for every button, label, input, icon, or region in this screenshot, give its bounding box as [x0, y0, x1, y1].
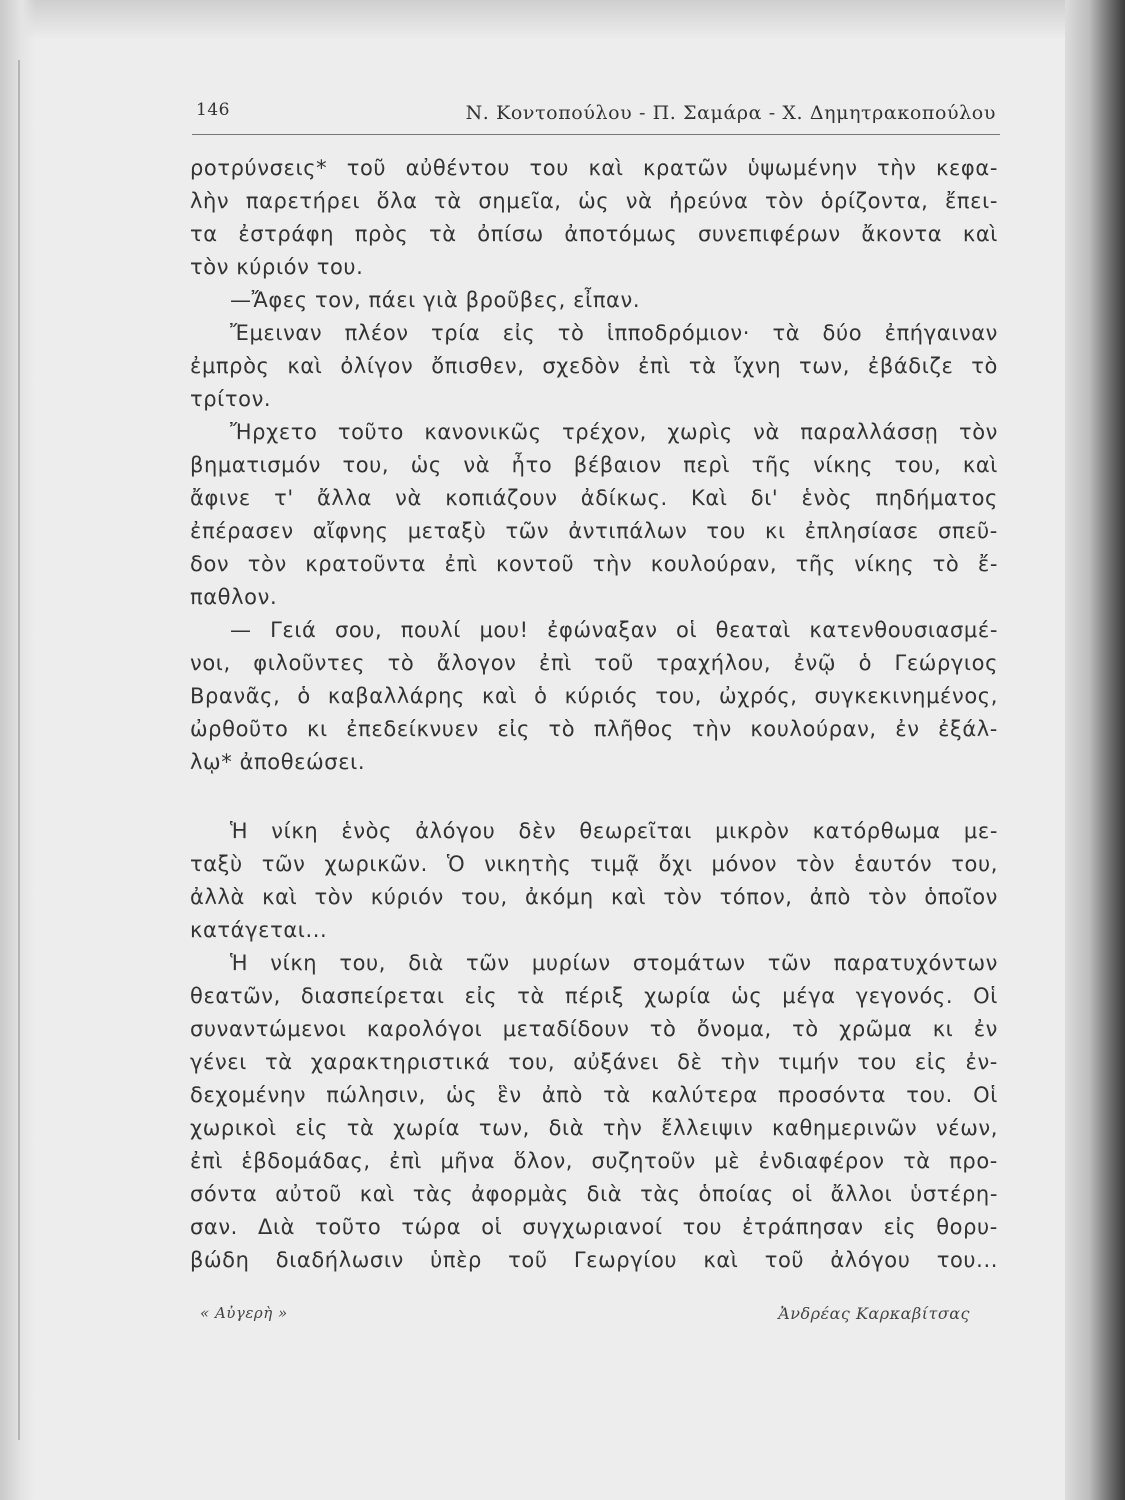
page-number: 146	[196, 100, 230, 120]
text-line: λῳ* ἀποθεώσει.	[190, 750, 366, 774]
text-line: Ἡ νίκη ἑνὸς ἀλόγου δὲν θεωρεῖται μικρὸν κατόρθωμα με-	[230, 819, 998, 843]
text-line: κατάγεται...	[190, 918, 328, 942]
text-line: τα ἐστράφη πρὸς τὰ ὀπίσω ἀποτόμως συνεπιφέρων ἄκοντα καὶ	[190, 222, 998, 246]
text-line: λὴν παρετήρει ὅλα τὰ σημεῖα, ὡς νὰ ἠρεύνα τὸν ὁρίζοντα, ἔπει-	[190, 189, 998, 213]
text-line: σόντα αὐτοῦ καὶ τὰς ἀφορμὰς διὰ τὰς ὁποίας οἱ ἄλλοι ὑστέρη-	[190, 1182, 998, 1206]
text-line: Ἡ νίκη του, διὰ τῶν μυρίων στομάτων τῶν παρατυχόντων	[230, 951, 998, 975]
text-line: σαν. Διὰ τοῦτο τώρα οἱ συγχωριανοί του ἐτράπησαν εἰς θορυ-	[190, 1215, 998, 1239]
text-line: ἄφινε τ' ἄλλα νὰ κοπιάζουν ἀδίκως. Καὶ δι' ἑνὸς πηδήματος	[190, 486, 998, 510]
text-line: ἐμπρὸς καὶ ὀλίγον ὄπισθεν, σχεδὸν ἐπὶ τὰ ἴχνη των, ἐβάδιζε τὸ	[190, 354, 998, 378]
text-line: θεατῶν, διασπείρεται εἰς τὰ πέριξ χωρία ὡς μέγα γεγονός. Οἱ	[190, 984, 998, 1008]
running-head: Ν. Κοντοπούλου - Π. Σαμάρα - Χ. Δημητρακοπούλου	[465, 102, 996, 124]
page-header	[192, 96, 1002, 136]
text-line: ἐπέρασεν αἴφνης μεταξὺ τῶν ἀντιπάλων του κι ἐπλησίασε σπεῦ-	[190, 519, 998, 543]
text-line: τὸν κύριόν του.	[190, 255, 364, 279]
body-text	[190, 152, 998, 1277]
text-line: βηματισμόν του, ὡς νὰ ἦτο βέβαιον περὶ τῆς νίκης του, καὶ	[190, 453, 998, 477]
section-gap	[190, 779, 998, 815]
text-line: νοι, φιλοῦντες τὸ ἄλογον ἐπὶ τοῦ τραχήλου, ἐνῷ ὁ Γεώργιος	[190, 651, 998, 675]
text-line: ἀλλὰ καὶ τὸν κύριόν του, ἀκόμη καὶ τὸν τόπον, ἀπὸ τὸν ὁποῖον	[190, 885, 998, 909]
author-name: Ἀνδρέας Καρκαβίτσας	[778, 1304, 970, 1323]
header-rule	[192, 134, 1000, 135]
text-line: γένει τὰ χαρακτηριστικά του, αὐξάνει δὲ τὴν τιμήν του εἰς ἐν-	[190, 1050, 998, 1074]
text-line: Ἤρχετο τοῦτο κανονικῶς τρέχον, χωρὶς νὰ παραλλάσσῃ τὸν	[230, 420, 998, 444]
text-line: συναντώμενοι καρολόγοι μεταδίδουν τὸ ὄνομα, τὸ χρῶμα κι ἐν	[190, 1017, 998, 1041]
text-line: ὠρθοῦτο κι ἐπεδείκνυεν εἰς τὸ πλῆθος τὴν κουλούραν, ἐν ἐξάλ-	[190, 717, 998, 741]
text-line: —Ἄφες τον, πάει γιὰ βροῦβες, εἶπαν.	[230, 288, 641, 312]
text-line: τρίτον.	[190, 387, 272, 411]
text-line: βώδη διαδήλωσιν ὑπὲρ τοῦ Γεωργίου καὶ τοῦ ἀλόγου του...	[190, 1248, 998, 1272]
text-line: ἐπὶ ἑβδομάδας, ἐπὶ μῆνα ὅλον, συζητοῦν μὲ ἐνδιαφέρον τὰ προ-	[190, 1149, 998, 1173]
text-line: Ἔμειναν πλέον τρία εἰς τὸ ἱπποδρόμιον· τὰ δύο ἐπήγαιναν	[230, 321, 998, 345]
text-line: Βρανᾶς, ὁ καβαλλάρης καὶ ὁ κύριός του, ὠχρός, συγκεκινημένος,	[190, 684, 998, 708]
text-line: ταξὺ τῶν χωρικῶν. Ὁ νικητὴς τιμᾷ ὄχι μόνον τὸν ἑαυτόν του,	[190, 852, 998, 876]
text-line: παθλον.	[190, 585, 278, 609]
text-line: ροτρύνσεις* τοῦ αὐθέντου του καὶ κρατῶν ὑψωμένην τὴν κεφα-	[190, 156, 998, 180]
page-footer	[200, 1300, 970, 1330]
source-citation: « Αὐγερὴ »	[200, 1304, 288, 1322]
text-line: — Γειά σου, πουλί μου! ἐφώναξαν οἱ θεαταὶ κατενθουσιασμέ-	[230, 618, 998, 642]
text-line: δεχομένην πώλησιν, ὡς ἓν ἀπὸ τὰ καλύτερα προσόντα του. Οἱ	[190, 1083, 998, 1107]
text-line: χωρικοὶ εἰς τὰ χωρία των, διὰ τὴν ἔλλειψιν καθημερινῶν νέων,	[190, 1116, 998, 1140]
text-line: δον τὸν κρατοῦντα ἐπὶ κοντοῦ τὴν κουλούραν, τῆς νίκης τὸ ἔ-	[190, 552, 998, 576]
